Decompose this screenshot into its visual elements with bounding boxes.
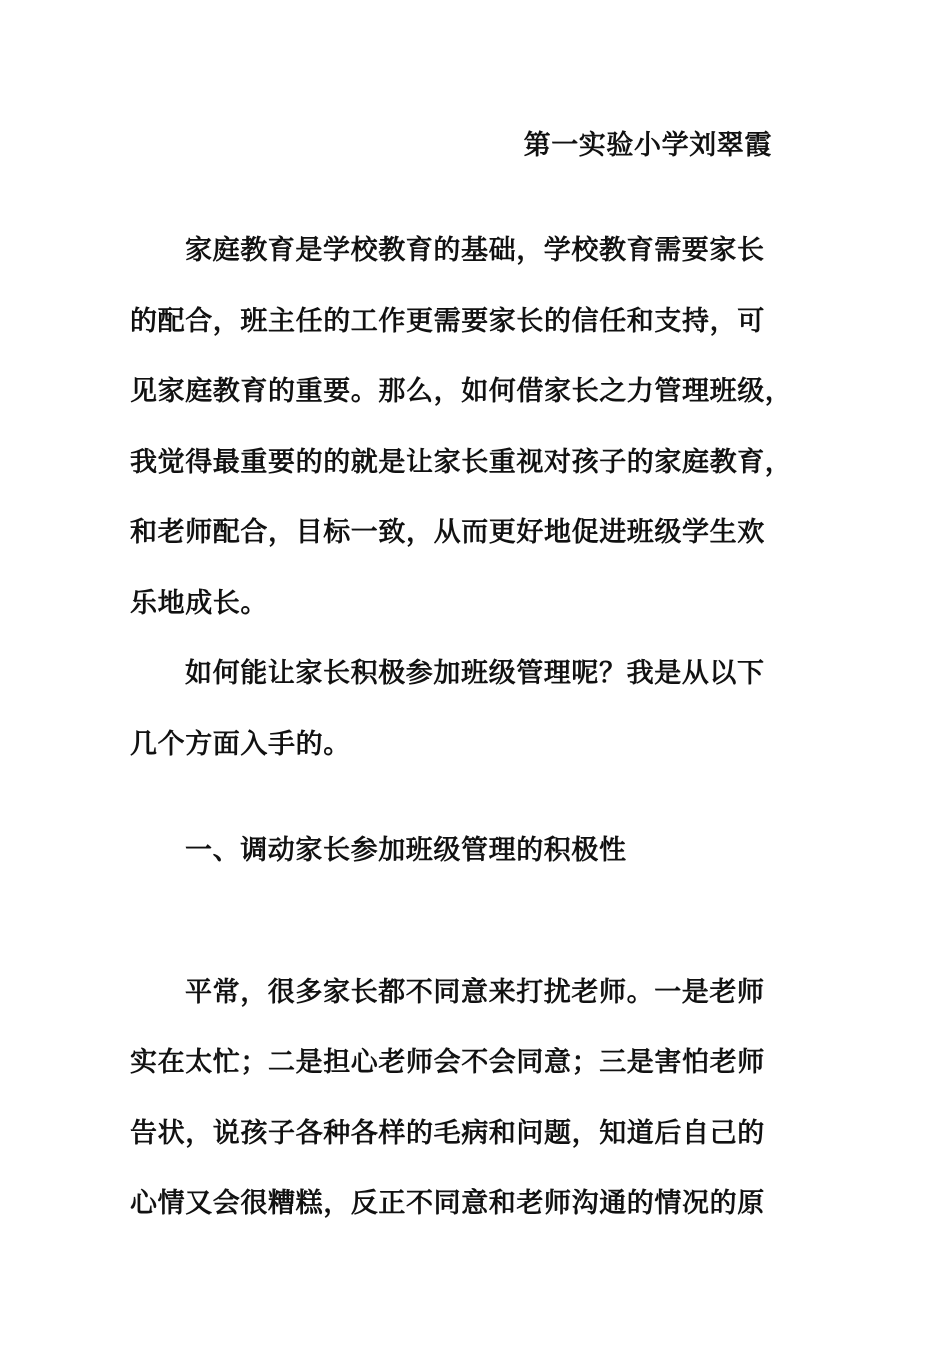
paragraph-1-line-4: 我觉得最重要的的就是让家长重视对孩子的家庭教育，	[130, 447, 793, 478]
paragraph-1-line-2: 的配合，班主任的工作更需要家长的信任和支持，可	[130, 306, 765, 337]
paragraph-1-line-6: 乐地成长。	[130, 588, 268, 619]
paragraph-3-line-4: 心情又会很糟糕，反正不同意和老师沟通的情况的原	[130, 1188, 765, 1219]
section-heading-1: 一、调动家长参加班级管理的积极性	[185, 835, 627, 866]
paragraph-2-line-2: 几个方面入手的。	[130, 729, 351, 760]
paragraph-3-line-2: 实在太忙；二是担心老师会不会同意；三是害怕老师	[130, 1047, 765, 1078]
paragraph-3-line-3: 告状，说孩子各种各样的毛病和问题，知道后自己的	[130, 1118, 765, 1149]
paragraph-3-line-1: 平常，很多家长都不同意来打扰老师。一是老师	[185, 977, 765, 1008]
paragraph-1-line-1: 家庭教育是学校教育的基础，学校教育需要家长	[185, 235, 765, 266]
author-line: 第一实验小学刘翠霞	[523, 130, 772, 161]
paragraph-1-line-3: 见家庭教育的重要。那么，如何借家长之力管理班级，	[130, 376, 793, 407]
paragraph-1-line-5: 和老师配合，目标一致，从而更好地促进班级学生欢	[130, 517, 765, 548]
paragraph-2-line-1: 如何能让家长积极参加班级管理呢？我是从以下	[185, 658, 765, 689]
